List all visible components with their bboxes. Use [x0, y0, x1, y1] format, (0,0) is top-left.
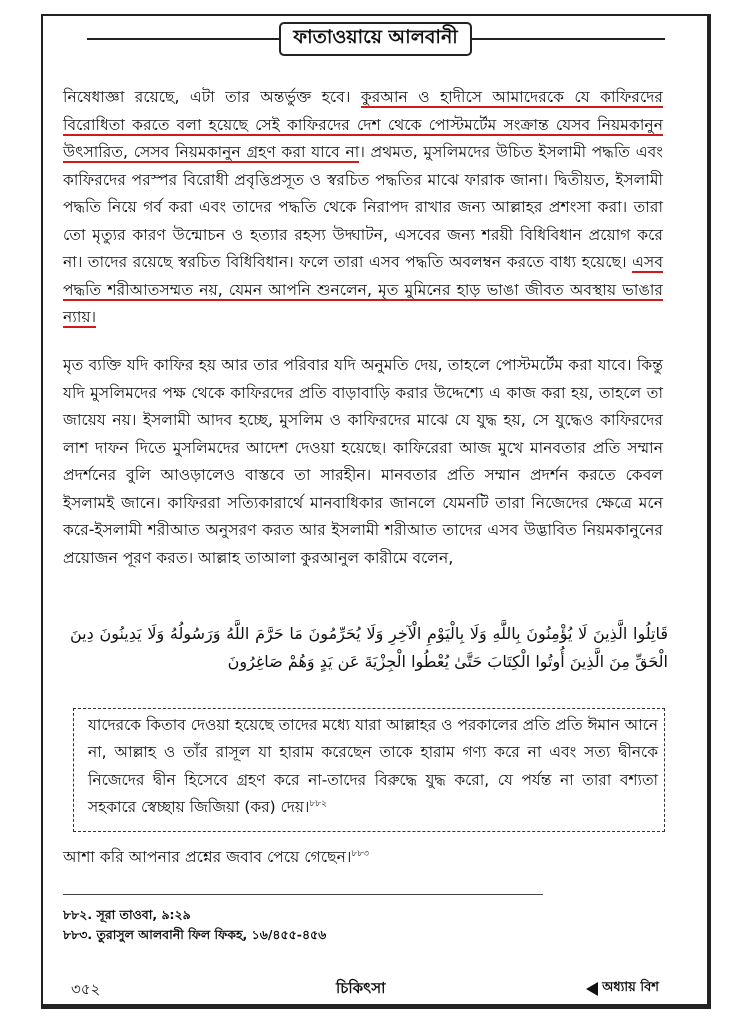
header-title: ফাতাওয়ায়ে আলবানী — [293, 26, 458, 48]
footnote-882: ৮৮২. সূরা তাওবা, ৯:২৯ — [63, 907, 191, 922]
footnote-ref-882[interactable]: ৮৮২ — [309, 798, 327, 809]
footnote-ref-883[interactable]: ৮৮৩ — [351, 848, 369, 859]
footnote-divider — [63, 894, 543, 895]
translation-box — [73, 708, 665, 832]
arabic-verse: قَاتِلُوا الَّذِينَ لَا يُؤْمِنُونَ بِاللَّهِ وَلَا بِالْيَوْمِ الْآخِرِ وَلَا يُحَرِّمُونَ مَا حَرَّمَ اللَّهُ وَرَسُولُهُ وَلَا يَدِينُونَ دِينَ الْحَقِّ مِنَ الَّذِينَ أُوتُوا الْكِتَابَ حَتَّىٰ يُعْطُوا الْجِزْيَةَ عَن يَدٍ وَهُمْ صَاغِرُونَ — [70, 624, 668, 671]
translation-body: যাদেরকে কিতাব দেওয়া হয়েছে তাদের মধ্যে যারা আল্লাহর ও পরকালের প্রতি প্রতি ঈমান আনে না, আল্লাহ ও তাঁর রাসূল যা হারাম করেছেন তাকে হারাম গণ্য করে না এবং সত্য দ্বীনকে নিজেদের দ্বীন হিসেবে গ্রহণ করে না-তাদের বিরুদ্ধে যুদ্ধ করো, যে পর্যন্ত না তারা বশ্যতা সহকারে স্বেচ্ছায় জিজিয়া (কর) দেয়। — [88, 716, 658, 816]
chapter-arrow-icon — [586, 982, 598, 996]
paragraph-2: মৃত ব্যক্তি যদি কাফির হয় আর তার পরিবার যদি অনুমতি দেয়, তাহলে পোস্টমর্টেম করা যাবে। কিন্তু যদি মুসলিমদের পক্ষ থেকে কাফিরদের প্রতি বাড়াবাড়ি করার উদ্দেশ্যে এ কাজ করা হয়, তাহলে তা জায়েয নয়। ইসলামী আদব হচ্ছে, মুসলিম ও কাফিরদের মাঝে যে যুদ্ধ হয়, সে যুদ্ধেও কাফিরদের লাশ দাফন দিতে মুসলিমদের আদেশ দেওয়া হয়েছে। কাফিরেরা আজ মুখে মানবতার প্রতি সম্মান প্রদর্শনের বুলি আওড়ালেও বাস্তবে তা সারহীন। মানবতার প্রতি সম্মান প্রদর্শন করতে কেবল ইসলামই জানে। কাফিররা সত্যিকারার্থে মানবাধিকার জানলে যেমনটি তারা নিজেদের ক্ষেত্রে মনে করে-ইসলামী শরীআত অনুসরণ করত আর ইসলামী শরীআত তাদের এসব উদ্ভাবিত নিয়মকানুনের প্রয়োজন পূরণ করত। আল্লাহ তাআলা কুরআনুল কারীমে বলেন, — [63, 356, 663, 567]
paragraph-1 — [63, 84, 663, 332]
paragraph-1-pre: নিষেধাজ্ঞা রয়েছে, এটা তার অন্তর্ভুক্ত হবে। — [63, 88, 361, 106]
highlighted-passage-2: এসব পদ্ধতি শরীআতসম্মত নয়, যেমন আপনি শুনলেন, মৃত মুমিনের হাড় ভাঙা জীবত অবস্থায় ভাঙার ন্যায়। — [63, 253, 663, 326]
highlighted-passage-1: কুরআন ও হাদীসে আমাদেরকে যে কাফিরদের বিরোধিতা করতে বলা হয়েছে সেই কাফিরদের দেশ থেকে পোস্টমর্টেম সংক্রান্ত যেসব নিয়মকানুন উৎসারিত, সেসব নিয়মকানুন গ্রহণ করা যাবে না — [63, 88, 663, 161]
chapter-label: অধ্যায় বিশ — [602, 980, 659, 995]
translation-text — [88, 712, 664, 821]
footer-section-title: চিকিৎসা — [336, 979, 386, 997]
paragraph-1-mid: । প্রথমত, মুসলিমদের উচিত ইসলামী পদ্ধতি এবং কাফিরদের পরস্পর বিরোধী প্রবৃত্তিপ্রসূত ও স্বরচিত পদ্ধতির মাঝে ফারাক জানা। দ্বিতীয়ত, ইসলামী পদ্ধতি নিয়ে গর্ব করা এবং তাদের পদ্ধতি থেকে নিরাপদ রাখার জন্য আল্লাহর প্রশংসা করা। তারা তো মৃত্যুর কারণ উন্মোচন ও হত্যার রহস্য উদ্ঘাটন, এসবের জন্য শরয়ী বিধিবিধান প্রয়োগ করে না। তাদের রয়েছে স্বরচিত বিধিবিধান। ফলে তারা এসব পদ্ধতি অবলম্বন করতে বাধ্য হয়েছে। — [63, 143, 663, 271]
closing-text: আশা করি আপনার প্রশ্নের জবাব পেয়ে গেছেন। — [63, 848, 352, 866]
closing-line — [63, 844, 663, 872]
page-number: ৩৫২ — [71, 980, 101, 998]
running-header — [279, 22, 472, 56]
footer-chapter — [586, 978, 659, 999]
footnote-883: ৮৮৩. তুরাসুল আলবানী ফিল ফিকহ, ১৬/৪৫৫-৪৫৬ — [63, 927, 327, 942]
